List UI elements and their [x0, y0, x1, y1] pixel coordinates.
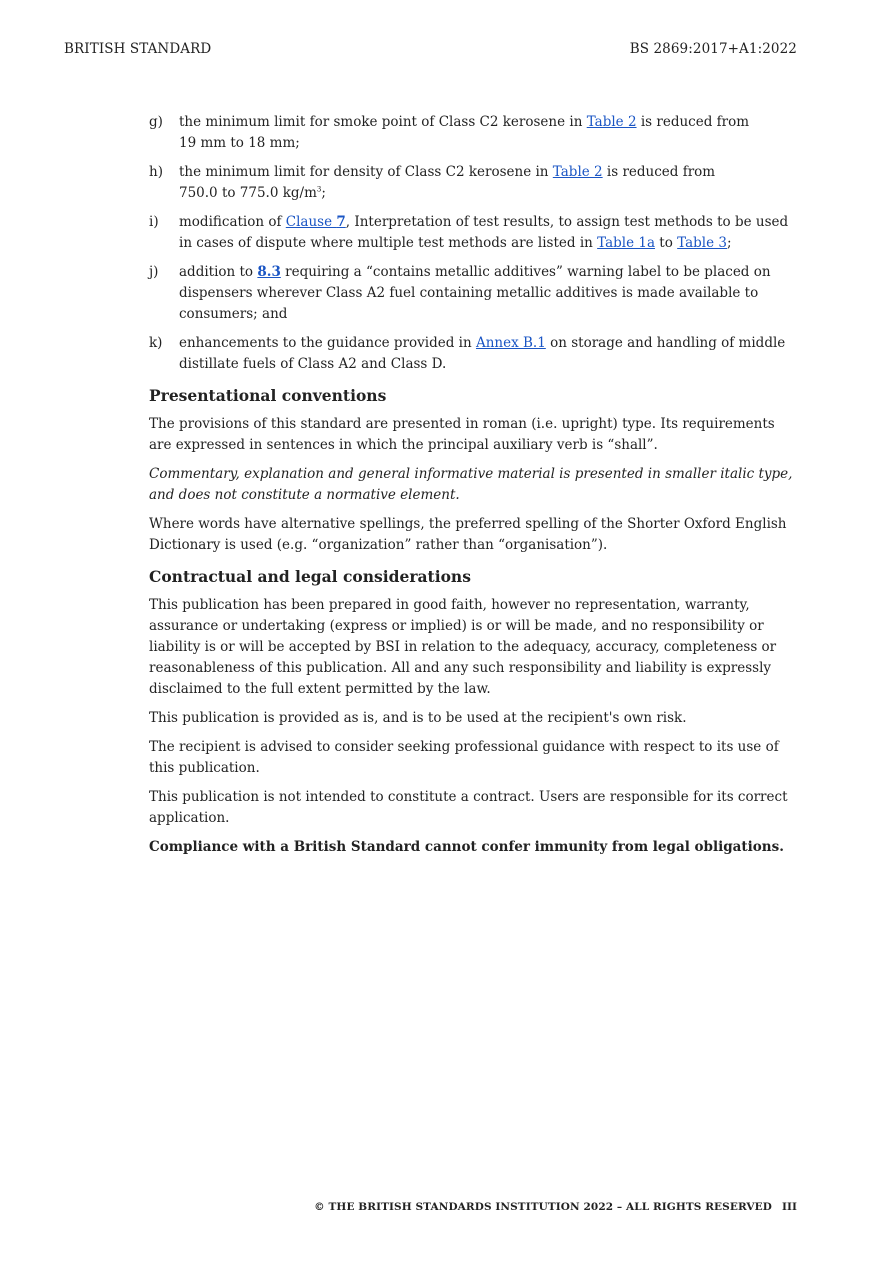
list-item-h	[149, 162, 799, 204]
list-label: g)	[149, 114, 163, 130]
list-item-k	[149, 333, 799, 375]
text-run: the minimum limit for density of Class C2 kerosene in	[179, 164, 553, 180]
paragraph: This publication is provided as is, and is to be used at the recipient's own risk.	[149, 710, 687, 726]
running-header-right: BS 2869:2017+A1:2022	[629, 41, 797, 57]
page-footer	[314, 1201, 797, 1213]
section-heading-contractual: Contractual and legal considerations	[149, 567, 471, 586]
compliance-statement: Compliance with a British Standard cannot confer immunity from legal obligations.	[149, 839, 784, 855]
page-number: III	[781, 1201, 797, 1213]
link-number: 7	[336, 214, 346, 230]
list-item-i	[149, 212, 799, 254]
text-run: to	[655, 235, 678, 251]
list-label: h)	[149, 164, 163, 180]
text-run: the minimum limit for smoke point of Class C2 kerosene in	[179, 114, 587, 130]
paragraph: Where words have alternative spellings, the preferred spelling of the Shorter Oxford English Dictionary is used (e.g. “organization” rather than “organisation”).	[149, 516, 787, 553]
paragraph: The provisions of this standard are presented in roman (i.e. upright) type. Its requirements are expressed in sentences in which the principal auxiliary verb is “shall”.	[149, 416, 775, 453]
clause-8-3-link[interactable]: 8.3	[257, 264, 281, 280]
text-run: ;	[727, 235, 732, 251]
text-run: 750.0 to 775.0 kg/m	[179, 185, 317, 201]
text-run: 19 mm to 18 mm;	[179, 135, 300, 151]
copyright-notice: © THE BRITISH STANDARDS INSTITUTION 2022 – ALL RIGHTS RESERVED	[314, 1201, 772, 1213]
superscript: 3	[316, 185, 322, 194]
list-text	[179, 162, 799, 204]
list-text	[179, 262, 799, 325]
text-run: is reduced from	[636, 114, 750, 130]
list-text	[179, 212, 799, 254]
list-label: i)	[149, 214, 159, 230]
text-run: modification of	[179, 214, 286, 230]
list-label: j)	[149, 264, 159, 280]
table-3-link[interactable]: Table 3	[677, 235, 727, 251]
running-header-left: BRITISH STANDARD	[64, 41, 212, 57]
paragraph: This publication is not intended to constitute a contract. Users are responsible for its correct application.	[149, 789, 788, 826]
section-heading-presentational: Presentational conventions	[149, 386, 387, 405]
text-run: is reduced from	[602, 164, 716, 180]
paragraph: This publication has been prepared in good faith, however no representation, warranty, assurance or undertaking (express or implied) is or will be made, and no responsibility or liability is or will be accepted by BSI in relation to the adequacy, accuracy, completeness or reasonableness of this publication. All and any such responsibility and liability is expressly disclaimed to the full extent permitted by the law.	[149, 597, 777, 697]
list-label: k)	[149, 335, 163, 351]
text-run: enhancements to the guidance provided in	[179, 335, 476, 351]
list-item-g	[149, 112, 799, 154]
list-text	[179, 112, 799, 154]
table-2-link[interactable]: Table 2	[586, 114, 637, 130]
text-run: , Interpretation of test results, to assign test methods to be used in cases of dispute where multiple test methods are listed in	[179, 214, 789, 251]
text-run: on storage and handling of middle distillate fuels of Class A2 and Class D.	[179, 335, 786, 372]
commentary-paragraph: Commentary, explanation and general informative material is presented in smaller italic type, and does not constitute a normative element.	[149, 466, 793, 503]
clause-7-link[interactable]	[286, 214, 346, 230]
table-2-link[interactable]: Table 2	[552, 164, 603, 180]
text-run: addition to	[179, 264, 258, 280]
list-text	[179, 333, 799, 375]
text-run: requiring a “contains metallic additives” warning label to be placed on dispensers wherever Class A2 fuel containing metallic additives is made available to consumers; and	[179, 264, 771, 322]
paragraph: The recipient is advised to consider seeking professional guidance with respect to its use of this publication.	[149, 739, 779, 776]
table-1a-link[interactable]: Table 1a	[597, 235, 656, 251]
link-text: Clause	[285, 214, 337, 230]
list-item-j	[149, 262, 799, 325]
main-content	[149, 112, 799, 866]
annex-b1-link[interactable]: Annex B.1	[475, 335, 546, 351]
text-run: ;	[321, 185, 326, 201]
